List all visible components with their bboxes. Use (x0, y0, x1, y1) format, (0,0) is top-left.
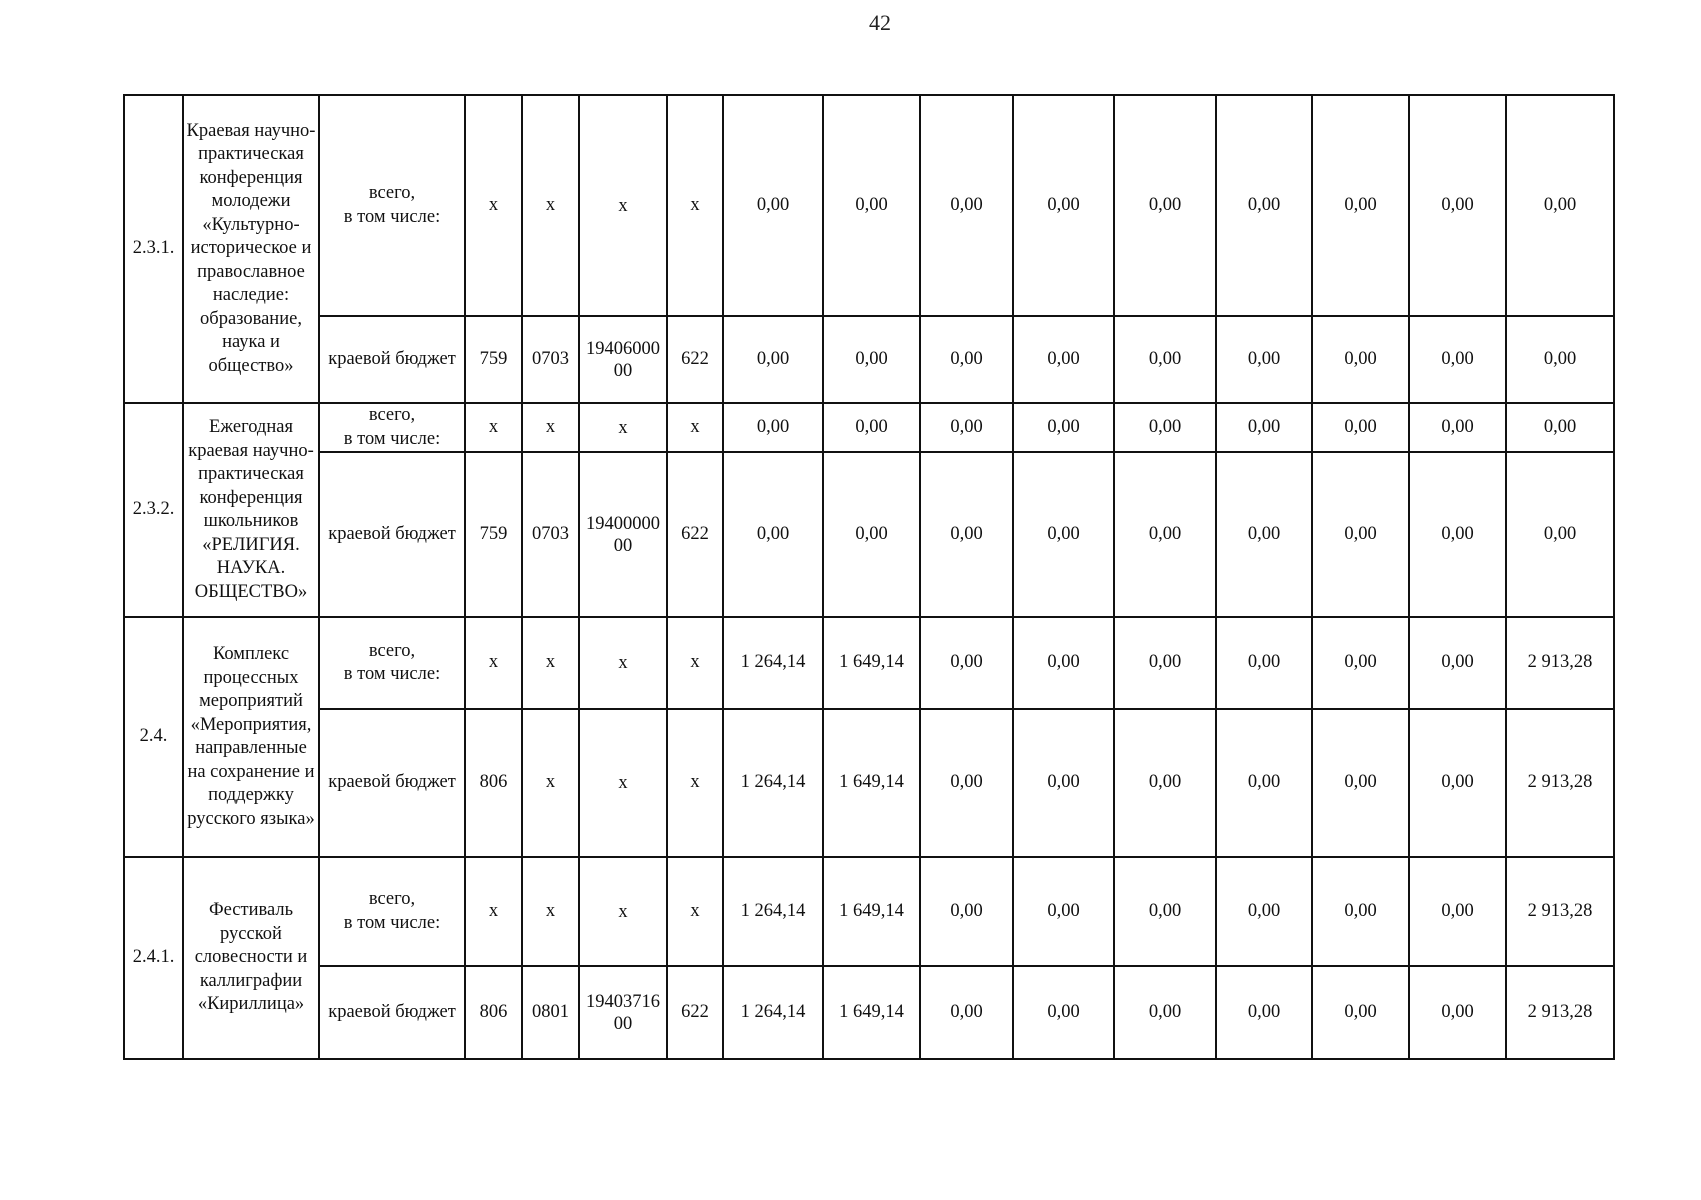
expense-type-cell: х (667, 617, 723, 709)
amount-cell: 0,00 (1409, 857, 1506, 966)
section-code-cell: х (522, 857, 579, 966)
amount-cell: 1 264,14 (723, 857, 823, 966)
target-article-cell: х (579, 617, 667, 709)
funding-source-line: краевой бюджет (328, 348, 456, 369)
funding-source-line: в том числе: (343, 664, 441, 684)
funding-source-cell (319, 966, 465, 1059)
funding-source-cell (319, 709, 465, 857)
amount-cell: 0,00 (823, 452, 920, 617)
expense-type-cell: х (667, 857, 723, 966)
amount-cell: 0,00 (1114, 617, 1216, 709)
amount-cell: 1 264,14 (723, 966, 823, 1059)
amount-cell: 0,00 (1013, 617, 1114, 709)
funding-source-cell (319, 95, 465, 316)
target-article-cell: х (579, 857, 667, 966)
section-code-cell: х (522, 95, 579, 316)
target-article-cell: 19406000 00 (579, 316, 667, 403)
funding-source-cell (319, 316, 465, 403)
amount-cell: 0,00 (1312, 966, 1409, 1059)
page-number: 42 (869, 10, 891, 35)
amount-cell: 0,00 (723, 316, 823, 403)
target-article-cell: 19400000 00 (579, 452, 667, 617)
amount-cell: 2 913,28 (1506, 617, 1614, 709)
amount-cell: 0,00 (1409, 617, 1506, 709)
amount-cell: 0,00 (1114, 403, 1216, 452)
row-number-cell: 2.3.2. (124, 403, 183, 617)
amount-cell: 0,00 (1216, 452, 1312, 617)
amount-cell: 0,00 (1013, 452, 1114, 617)
funding-source-cell (319, 617, 465, 709)
amount-cell: 0,00 (920, 316, 1013, 403)
amount-cell: 2 913,28 (1506, 857, 1614, 966)
amount-cell: 0,00 (1312, 403, 1409, 452)
amount-cell: 0,00 (920, 617, 1013, 709)
event-name-cell: Краевая научно-практическая конференция молодежи «Культурно-историческое и православное наследие: образование, наука и общество» (183, 95, 319, 403)
amount-cell: 1 649,14 (823, 966, 920, 1059)
funding-source-line: краевой бюджет (328, 523, 456, 544)
amount-cell: 0,00 (823, 316, 920, 403)
event-name-cell: Ежегодная краевая научно-практическая конференция школьников «РЕЛИГИЯ. НАУКА. ОБЩЕСТВО» (183, 403, 319, 617)
amount-cell: 0,00 (723, 95, 823, 316)
gov-code-cell: 806 (465, 709, 522, 857)
gov-code-cell: х (465, 857, 522, 966)
amount-cell: 0,00 (1216, 95, 1312, 316)
gov-code-cell: 759 (465, 452, 522, 617)
amount-cell: 0,00 (1114, 95, 1216, 316)
amount-cell: 0,00 (1312, 617, 1409, 709)
amount-cell: 0,00 (1409, 709, 1506, 857)
amount-cell: 0,00 (1216, 966, 1312, 1059)
amount-cell: 0,00 (920, 709, 1013, 857)
amount-cell: 0,00 (1409, 95, 1506, 316)
section-code-cell: 0703 (522, 316, 579, 403)
gov-code-cell: х (465, 617, 522, 709)
funding-source-cell (319, 452, 465, 617)
table-row (124, 316, 1614, 403)
amount-cell: 0,00 (1409, 452, 1506, 617)
expense-type-cell: 622 (667, 316, 723, 403)
amount-cell: 1 649,14 (823, 617, 920, 709)
amount-cell: 0,00 (1216, 617, 1312, 709)
amount-cell: 0,00 (1114, 452, 1216, 617)
funding-source-line: краевой бюджет (328, 1001, 456, 1022)
amount-cell: 0,00 (823, 403, 920, 452)
table-row (124, 617, 1614, 709)
amount-cell: 0,00 (1506, 316, 1614, 403)
expense-type-cell: 622 (667, 966, 723, 1059)
amount-cell: 0,00 (723, 403, 823, 452)
section-code-cell: х (522, 709, 579, 857)
amount-cell: 0,00 (1216, 403, 1312, 452)
gov-code-cell: 806 (465, 966, 522, 1059)
funding-source-line: всего, (368, 889, 416, 909)
amount-cell: 0,00 (1114, 966, 1216, 1059)
table-row (124, 857, 1614, 966)
funding-source-cell (319, 403, 465, 452)
amount-cell: 2 913,28 (1506, 966, 1614, 1059)
amount-cell: 2 913,28 (1506, 709, 1614, 857)
amount-cell: 0,00 (1409, 316, 1506, 403)
amount-cell: 0,00 (1506, 95, 1614, 316)
amount-cell: 0,00 (1506, 452, 1614, 617)
funding-source-line: в том числе: (343, 428, 441, 449)
funding-source-line: краевой бюджет (328, 772, 456, 793)
table-body (124, 95, 1614, 1059)
row-number-cell: 2.4.1. (124, 857, 183, 1059)
amount-cell: 0,00 (723, 452, 823, 617)
amount-cell: 0,00 (1013, 966, 1114, 1059)
target-article-cell: х (579, 95, 667, 316)
amount-cell: 0,00 (920, 857, 1013, 966)
funding-source-line: в том числе: (343, 206, 441, 227)
gov-code-cell: 759 (465, 316, 522, 403)
amount-cell: 0,00 (1312, 709, 1409, 857)
target-article-cell: х (579, 403, 667, 452)
gov-code-cell: х (465, 403, 522, 452)
amount-cell: 0,00 (920, 966, 1013, 1059)
target-article-cell: х (579, 709, 667, 857)
budget-table (123, 94, 1615, 1060)
amount-cell: 0,00 (1013, 857, 1114, 966)
amount-cell: 1 264,14 (723, 709, 823, 857)
amount-cell: 1 264,14 (723, 617, 823, 709)
table-row (124, 966, 1614, 1059)
amount-cell: 0,00 (1409, 966, 1506, 1059)
event-name-cell: Комплекс процессных мероприятий «Мероприятия, направленные на сохранение и поддержку русского языка» (183, 617, 319, 857)
table-row (124, 452, 1614, 617)
section-code-cell: 0801 (522, 966, 579, 1059)
table-row (124, 403, 1614, 452)
funding-source-line: всего, (368, 183, 416, 203)
amount-cell: 0,00 (1013, 95, 1114, 316)
expense-type-cell: 622 (667, 452, 723, 617)
table-row (124, 709, 1614, 857)
section-code-cell: х (522, 403, 579, 452)
funding-source-line: в том числе: (343, 912, 441, 933)
amount-cell: 0,00 (823, 95, 920, 316)
expense-type-cell: х (667, 709, 723, 857)
funding-source-cell (319, 857, 465, 966)
section-code-cell: 0703 (522, 452, 579, 617)
amount-cell: 0,00 (1013, 403, 1114, 452)
target-article-cell: 19403716 00 (579, 966, 667, 1059)
amount-cell: 0,00 (1013, 709, 1114, 857)
amount-cell: 0,00 (920, 403, 1013, 452)
amount-cell: 0,00 (1312, 857, 1409, 966)
amount-cell: 0,00 (1312, 316, 1409, 403)
amount-cell: 0,00 (920, 95, 1013, 316)
amount-cell: 1 649,14 (823, 857, 920, 966)
amount-cell: 0,00 (1216, 857, 1312, 966)
table-row (124, 95, 1614, 316)
amount-cell: 0,00 (1114, 316, 1216, 403)
amount-cell: 0,00 (920, 452, 1013, 617)
gov-code-cell: х (465, 95, 522, 316)
amount-cell: 1 649,14 (823, 709, 920, 857)
amount-cell: 0,00 (1216, 709, 1312, 857)
amount-cell: 0,00 (1114, 709, 1216, 857)
funding-source-line: всего, (368, 640, 416, 661)
amount-cell: 0,00 (1506, 403, 1614, 452)
expense-type-cell: х (667, 403, 723, 452)
amount-cell: 0,00 (1312, 95, 1409, 316)
section-code-cell: х (522, 617, 579, 709)
amount-cell: 0,00 (1312, 452, 1409, 617)
expense-type-cell: х (667, 95, 723, 316)
amount-cell: 0,00 (1409, 403, 1506, 452)
funding-source-line: всего, (368, 405, 416, 425)
row-number-cell: 2.3.1. (124, 95, 183, 403)
event-name-cell: Фестиваль русской словесности и каллиграфии «Кириллица» (183, 857, 319, 1059)
amount-cell: 0,00 (1114, 857, 1216, 966)
amount-cell: 0,00 (1216, 316, 1312, 403)
row-number-cell: 2.4. (124, 617, 183, 857)
amount-cell: 0,00 (1013, 316, 1114, 403)
